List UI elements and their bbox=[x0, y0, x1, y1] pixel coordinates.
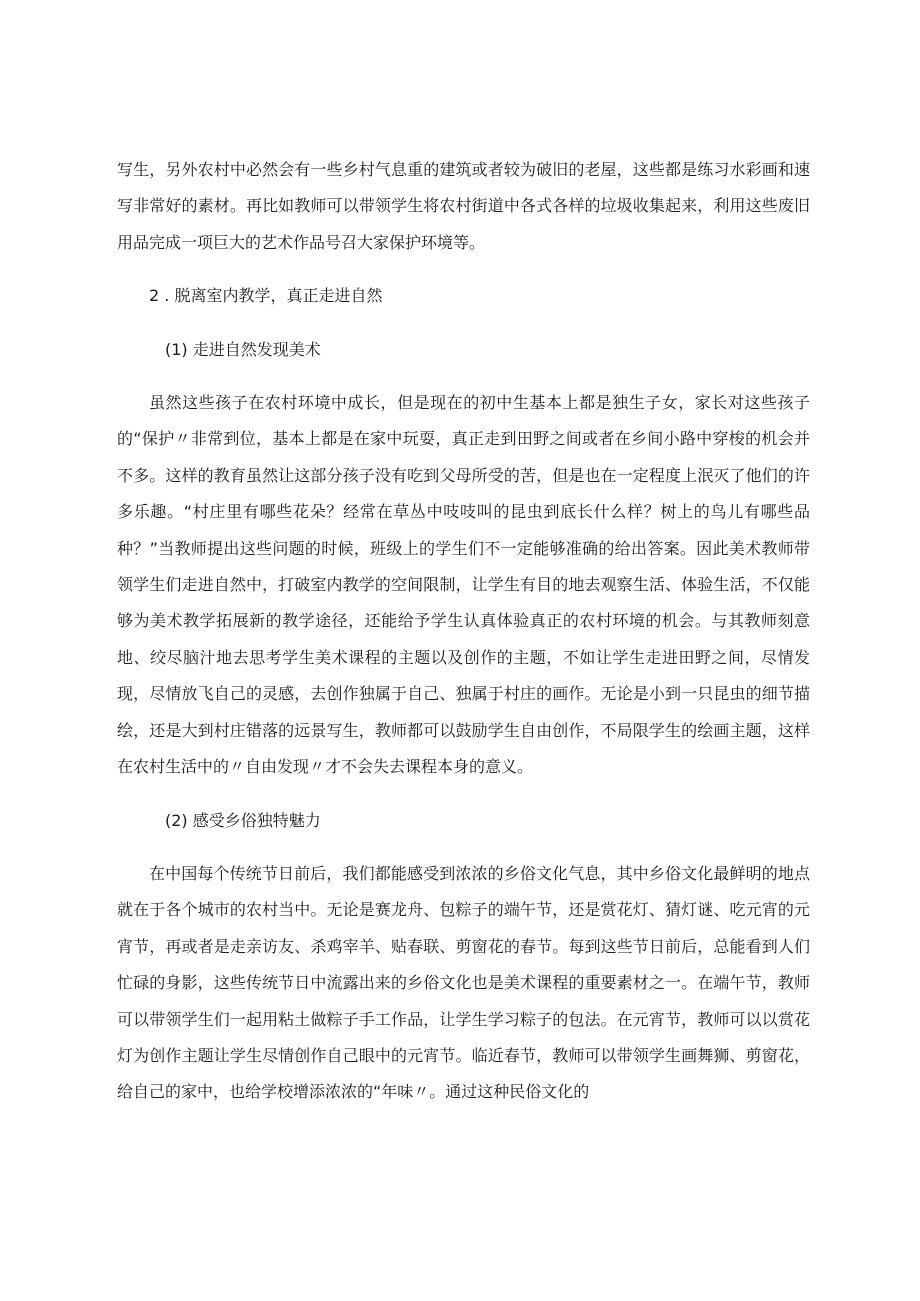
document-body bbox=[117, 152, 810, 1111]
subsection-heading-1: (1) 走进自然发现美术 bbox=[165, 339, 321, 359]
paragraph-nature: 虽然这些孩子在农村环境中成长，但是现在的初中生基本上都是独生子女，家长对这些孩子的“保护〃非常到位，基本上都是在家中玩耍，真正走到田野之间或者在乡间小路中穿梭的机会并不多。这样的教育虽然让这部分孩子没有吃到父母所受的苦，但是也在一定程度上泯灭了他们的许多乐趣。“村庄里有哪些花朵？经常在草丛中吱吱叫的昆虫到底长什么样？树上的鸟儿有哪些品种？”当教师提出这些问题的时候，班级上的学生们不一定能够准确的给出答案。因此美术教师带领学生们走进自然中，打破室内教学的空间限制，让学生有目的地去观察生活、体验生活，不仅能够为美术教学拓展新的教学途径，还能给予学生认真体验真正的农村环境的机会。与其教师刻意地、绞尽脑汁地去思考学生美术课程的主题以及创作的主题，不如让学生走进田野之间，尽情发现，尽情放飞自己的灵感，去创作独属于自己、独属于村庄的画作。无论是小到一只昆虫的细节描绘，还是大到村庄错落的远景写生，教师都可以鼓励学生自由创作，不局限学生的绘画主题，这样在农村生活中的〃自由发现〃才不会失去课程本身的意义。 bbox=[117, 393, 810, 777]
subsection-heading-2: (2) 感受乡俗独特魅力 bbox=[165, 810, 321, 830]
paragraph-continuation: 写生，另外农村中必然会有一些乡村气息重的建筑或者较为破旧的老屋，这些都是练习水彩画和速写非常好的素材。再比如教师可以带领学生将农村街道中各式各样的垃圾收集起来，利用这些废旧用品完成一项巨大的艺术作品号召大家保护环境等。 bbox=[117, 160, 810, 252]
section-heading-2: 2 . 脱离室内教学，真正走进自然 bbox=[149, 286, 383, 306]
paragraph-folk-custom: 在中国每个传统节日前后，我们都能感受到浓浓的乡俗文化气息，其中乡俗文化最鲜明的地点就在于各个城市的农村当中。无论是赛龙舟、包粽子的端午节，还是赏花灯、猜灯谜、吃元宵的元宵节，再或者是走亲访友、杀鸡宰羊、贴春联、剪窗花的春节。每到这些节日前后，总能看到人们忙碌的身影，这些传统节日中流露出来的乡俗文化也是美术课程的重要素材之一。在端午节，教师可以带领学生们一起用粘土做粽子手工作品，让学生学习粽子的包法。在元宵节，教师可以以赏花灯为创作主题让学生尽情创作自己眼中的元宵节。临近春节，教师可以带领学生画舞狮、剪窗花，给自己的家中，也给学校增添浓浓的“年味〃。通过这种民俗文化的 bbox=[117, 863, 810, 1102]
